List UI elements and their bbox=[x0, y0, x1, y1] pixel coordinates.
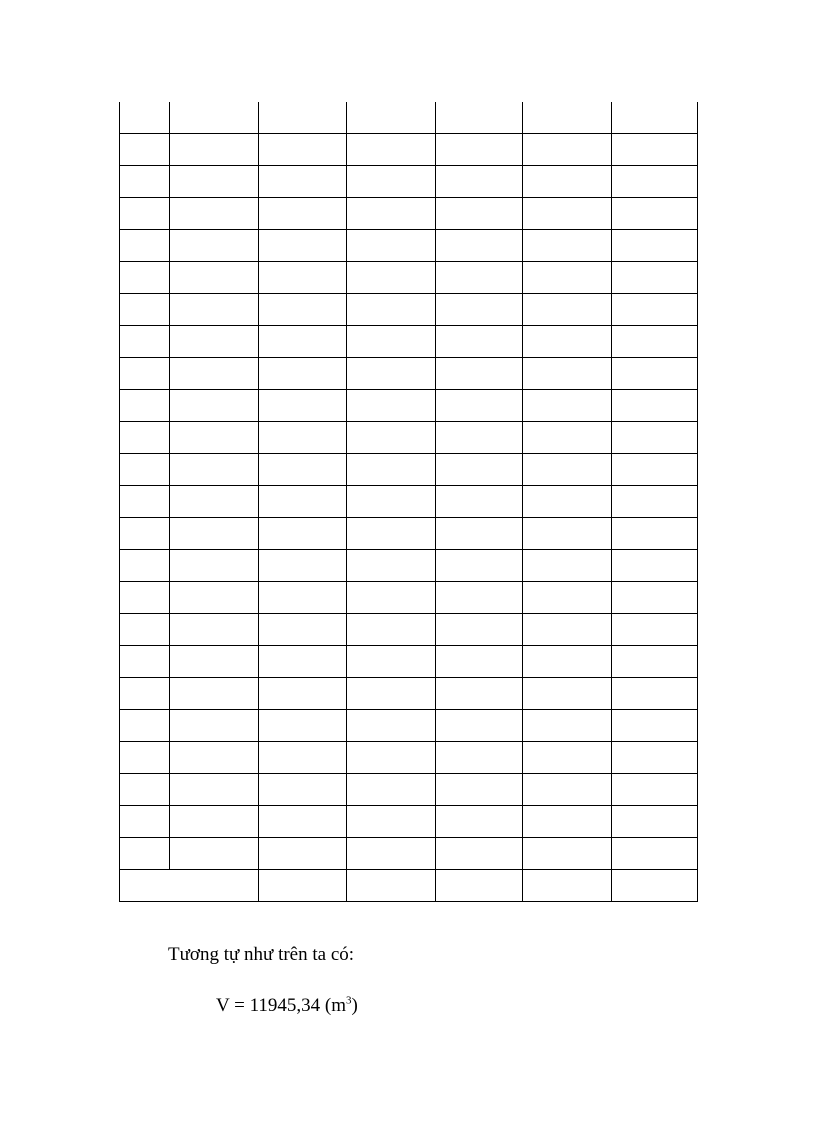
table-cell bbox=[611, 838, 697, 870]
table-cell bbox=[347, 294, 435, 326]
table-cell bbox=[611, 870, 697, 902]
table-cell bbox=[611, 646, 697, 678]
table-cell bbox=[523, 134, 611, 166]
table-cell bbox=[258, 454, 346, 486]
table-cell bbox=[258, 294, 346, 326]
table-cell bbox=[435, 774, 522, 806]
table-cell bbox=[170, 230, 258, 262]
table-cell bbox=[611, 550, 697, 582]
table-cell bbox=[523, 454, 611, 486]
table-cell bbox=[170, 806, 258, 838]
table-cell bbox=[258, 838, 346, 870]
table-cell bbox=[120, 326, 170, 358]
table-row bbox=[120, 774, 698, 806]
table-cell bbox=[523, 646, 611, 678]
table-cell bbox=[523, 294, 611, 326]
table-cell bbox=[120, 774, 170, 806]
table-cell bbox=[435, 614, 522, 646]
table-cell bbox=[611, 134, 697, 166]
table-cell bbox=[170, 326, 258, 358]
table-row bbox=[120, 294, 698, 326]
table-cell bbox=[435, 102, 522, 134]
table-cell bbox=[170, 646, 258, 678]
table-cell bbox=[120, 390, 170, 422]
table-cell bbox=[347, 486, 435, 518]
table-cell bbox=[523, 102, 611, 134]
table-cell bbox=[170, 166, 258, 198]
table-cell bbox=[435, 166, 522, 198]
table-row bbox=[120, 390, 698, 422]
table-cell bbox=[120, 134, 170, 166]
table-cell bbox=[120, 806, 170, 838]
table-footer-merged-cell bbox=[120, 870, 259, 902]
table-cell bbox=[347, 870, 435, 902]
table-body bbox=[120, 102, 698, 902]
table-cell bbox=[170, 422, 258, 454]
table-row bbox=[120, 102, 698, 134]
table-cell bbox=[523, 870, 611, 902]
table-cell bbox=[170, 102, 258, 134]
table-cell bbox=[347, 102, 435, 134]
table-cell bbox=[120, 166, 170, 198]
table-cell bbox=[435, 582, 522, 614]
table-cell bbox=[347, 166, 435, 198]
table-cell bbox=[347, 582, 435, 614]
table-cell bbox=[120, 454, 170, 486]
table-cell bbox=[347, 262, 435, 294]
table-cell bbox=[611, 774, 697, 806]
table-cell bbox=[347, 422, 435, 454]
table-cell bbox=[611, 582, 697, 614]
table-cell bbox=[435, 518, 522, 550]
table-row bbox=[120, 166, 698, 198]
table-cell bbox=[347, 518, 435, 550]
table-cell bbox=[258, 550, 346, 582]
table-cell bbox=[120, 198, 170, 230]
table-cell bbox=[347, 614, 435, 646]
table-cell bbox=[611, 390, 697, 422]
table-row bbox=[120, 230, 698, 262]
table-cell bbox=[120, 742, 170, 774]
table-cell bbox=[435, 326, 522, 358]
table-row bbox=[120, 742, 698, 774]
table-cell bbox=[258, 422, 346, 454]
table-cell bbox=[523, 710, 611, 742]
table-row bbox=[120, 262, 698, 294]
table-row bbox=[120, 806, 698, 838]
table-cell bbox=[523, 166, 611, 198]
table-cell bbox=[435, 454, 522, 486]
table-cell bbox=[523, 518, 611, 550]
table-cell bbox=[170, 262, 258, 294]
table-cell bbox=[258, 678, 346, 710]
table-cell bbox=[170, 454, 258, 486]
table-cell bbox=[435, 294, 522, 326]
table-cell bbox=[347, 326, 435, 358]
volume-text: V = 11945,34 (m bbox=[216, 995, 346, 1016]
table-cell bbox=[611, 262, 697, 294]
volume-result bbox=[216, 994, 358, 1018]
table-cell bbox=[120, 710, 170, 742]
table-cell bbox=[611, 198, 697, 230]
table-cell bbox=[258, 198, 346, 230]
table-cell bbox=[170, 294, 258, 326]
table-cell bbox=[258, 230, 346, 262]
table-cell bbox=[170, 742, 258, 774]
table-cell bbox=[435, 806, 522, 838]
table-row bbox=[120, 486, 698, 518]
table-cell bbox=[611, 710, 697, 742]
table-cell bbox=[120, 550, 170, 582]
table-cell bbox=[435, 678, 522, 710]
table-cell bbox=[120, 582, 170, 614]
similar-statement-text: Tương tự như trên ta có: bbox=[168, 944, 355, 965]
table-cell bbox=[258, 486, 346, 518]
table-row bbox=[120, 454, 698, 486]
table-cell bbox=[435, 870, 522, 902]
table-cell bbox=[258, 518, 346, 550]
table-cell bbox=[435, 646, 522, 678]
table-cell bbox=[611, 806, 697, 838]
table-cell bbox=[120, 358, 170, 390]
table-cell bbox=[435, 134, 522, 166]
table-footer-row bbox=[120, 870, 698, 902]
table-cell bbox=[120, 102, 170, 134]
table-cell bbox=[523, 262, 611, 294]
table-cell bbox=[258, 102, 346, 134]
table-cell bbox=[170, 838, 258, 870]
table-cell bbox=[170, 774, 258, 806]
table-cell bbox=[258, 134, 346, 166]
volume-close-paren: ) bbox=[351, 995, 358, 1016]
table-cell bbox=[523, 486, 611, 518]
table-cell bbox=[120, 678, 170, 710]
table-cell bbox=[523, 838, 611, 870]
table-cell bbox=[120, 646, 170, 678]
table-cell bbox=[258, 742, 346, 774]
table-cell bbox=[258, 806, 346, 838]
table-row bbox=[120, 614, 698, 646]
table-cell bbox=[258, 646, 346, 678]
table-cell bbox=[611, 102, 697, 134]
table-cell bbox=[347, 230, 435, 262]
table-cell bbox=[170, 582, 258, 614]
table-cell bbox=[170, 614, 258, 646]
table-cell bbox=[347, 390, 435, 422]
table-row bbox=[120, 518, 698, 550]
table-cell bbox=[611, 230, 697, 262]
table-cell bbox=[435, 262, 522, 294]
table-cell bbox=[120, 614, 170, 646]
table-cell bbox=[611, 678, 697, 710]
table-cell bbox=[120, 294, 170, 326]
table-cell bbox=[523, 198, 611, 230]
table-cell bbox=[170, 518, 258, 550]
table-row bbox=[120, 710, 698, 742]
table-cell bbox=[611, 358, 697, 390]
table-cell bbox=[258, 326, 346, 358]
table-cell bbox=[258, 358, 346, 390]
table-cell bbox=[347, 646, 435, 678]
table-cell bbox=[611, 326, 697, 358]
table-cell bbox=[347, 550, 435, 582]
table-cell bbox=[523, 230, 611, 262]
table-cell bbox=[435, 198, 522, 230]
table-row bbox=[120, 326, 698, 358]
table-row bbox=[120, 550, 698, 582]
table-cell bbox=[435, 358, 522, 390]
table-cell bbox=[347, 454, 435, 486]
table-cell bbox=[170, 198, 258, 230]
table-row bbox=[120, 838, 698, 870]
table-cell bbox=[258, 710, 346, 742]
table-cell bbox=[258, 614, 346, 646]
table-cell bbox=[347, 678, 435, 710]
table-cell bbox=[170, 486, 258, 518]
table-cell bbox=[170, 710, 258, 742]
table-cell bbox=[120, 838, 170, 870]
table-row bbox=[120, 678, 698, 710]
table-cell bbox=[120, 518, 170, 550]
table-cell bbox=[611, 742, 697, 774]
table-cell bbox=[170, 358, 258, 390]
table-cell bbox=[611, 294, 697, 326]
table-cell bbox=[258, 582, 346, 614]
table-cell bbox=[611, 422, 697, 454]
table-cell bbox=[120, 422, 170, 454]
table-cell bbox=[258, 870, 346, 902]
table-cell bbox=[435, 710, 522, 742]
table-cell bbox=[523, 390, 611, 422]
table-cell bbox=[170, 134, 258, 166]
table-cell bbox=[347, 742, 435, 774]
data-table bbox=[119, 102, 698, 902]
table-cell bbox=[611, 486, 697, 518]
table-cell bbox=[435, 742, 522, 774]
table-cell bbox=[170, 678, 258, 710]
table-cell bbox=[435, 550, 522, 582]
table-cell bbox=[523, 774, 611, 806]
similar-statement bbox=[168, 943, 354, 967]
table-row bbox=[120, 358, 698, 390]
table-cell bbox=[435, 230, 522, 262]
table-cell bbox=[435, 390, 522, 422]
volume-exponent: 3 bbox=[346, 994, 352, 1007]
table-cell bbox=[523, 550, 611, 582]
table-row bbox=[120, 646, 698, 678]
table-cell bbox=[523, 326, 611, 358]
table-cell bbox=[435, 422, 522, 454]
table-cell bbox=[435, 838, 522, 870]
table-cell bbox=[611, 454, 697, 486]
table-cell bbox=[611, 166, 697, 198]
table-cell bbox=[523, 678, 611, 710]
table-cell bbox=[170, 390, 258, 422]
table-cell bbox=[347, 806, 435, 838]
table-cell bbox=[523, 742, 611, 774]
table-cell bbox=[347, 710, 435, 742]
table-cell bbox=[523, 806, 611, 838]
table-cell bbox=[435, 486, 522, 518]
table-cell bbox=[120, 486, 170, 518]
table-cell bbox=[523, 614, 611, 646]
table-row bbox=[120, 422, 698, 454]
table-cell bbox=[611, 518, 697, 550]
table-row bbox=[120, 134, 698, 166]
table-cell bbox=[347, 134, 435, 166]
table-cell bbox=[523, 422, 611, 454]
table-cell bbox=[523, 582, 611, 614]
table-cell bbox=[258, 774, 346, 806]
table-cell bbox=[611, 614, 697, 646]
table-cell bbox=[258, 166, 346, 198]
table-cell bbox=[347, 198, 435, 230]
table-cell bbox=[523, 358, 611, 390]
table-cell bbox=[120, 230, 170, 262]
table-cell bbox=[258, 390, 346, 422]
table-cell bbox=[258, 262, 346, 294]
table-cell bbox=[170, 550, 258, 582]
table-cell bbox=[347, 838, 435, 870]
table-cell bbox=[120, 262, 170, 294]
table-row bbox=[120, 582, 698, 614]
table-row bbox=[120, 198, 698, 230]
table-cell bbox=[347, 358, 435, 390]
table-cell bbox=[347, 774, 435, 806]
